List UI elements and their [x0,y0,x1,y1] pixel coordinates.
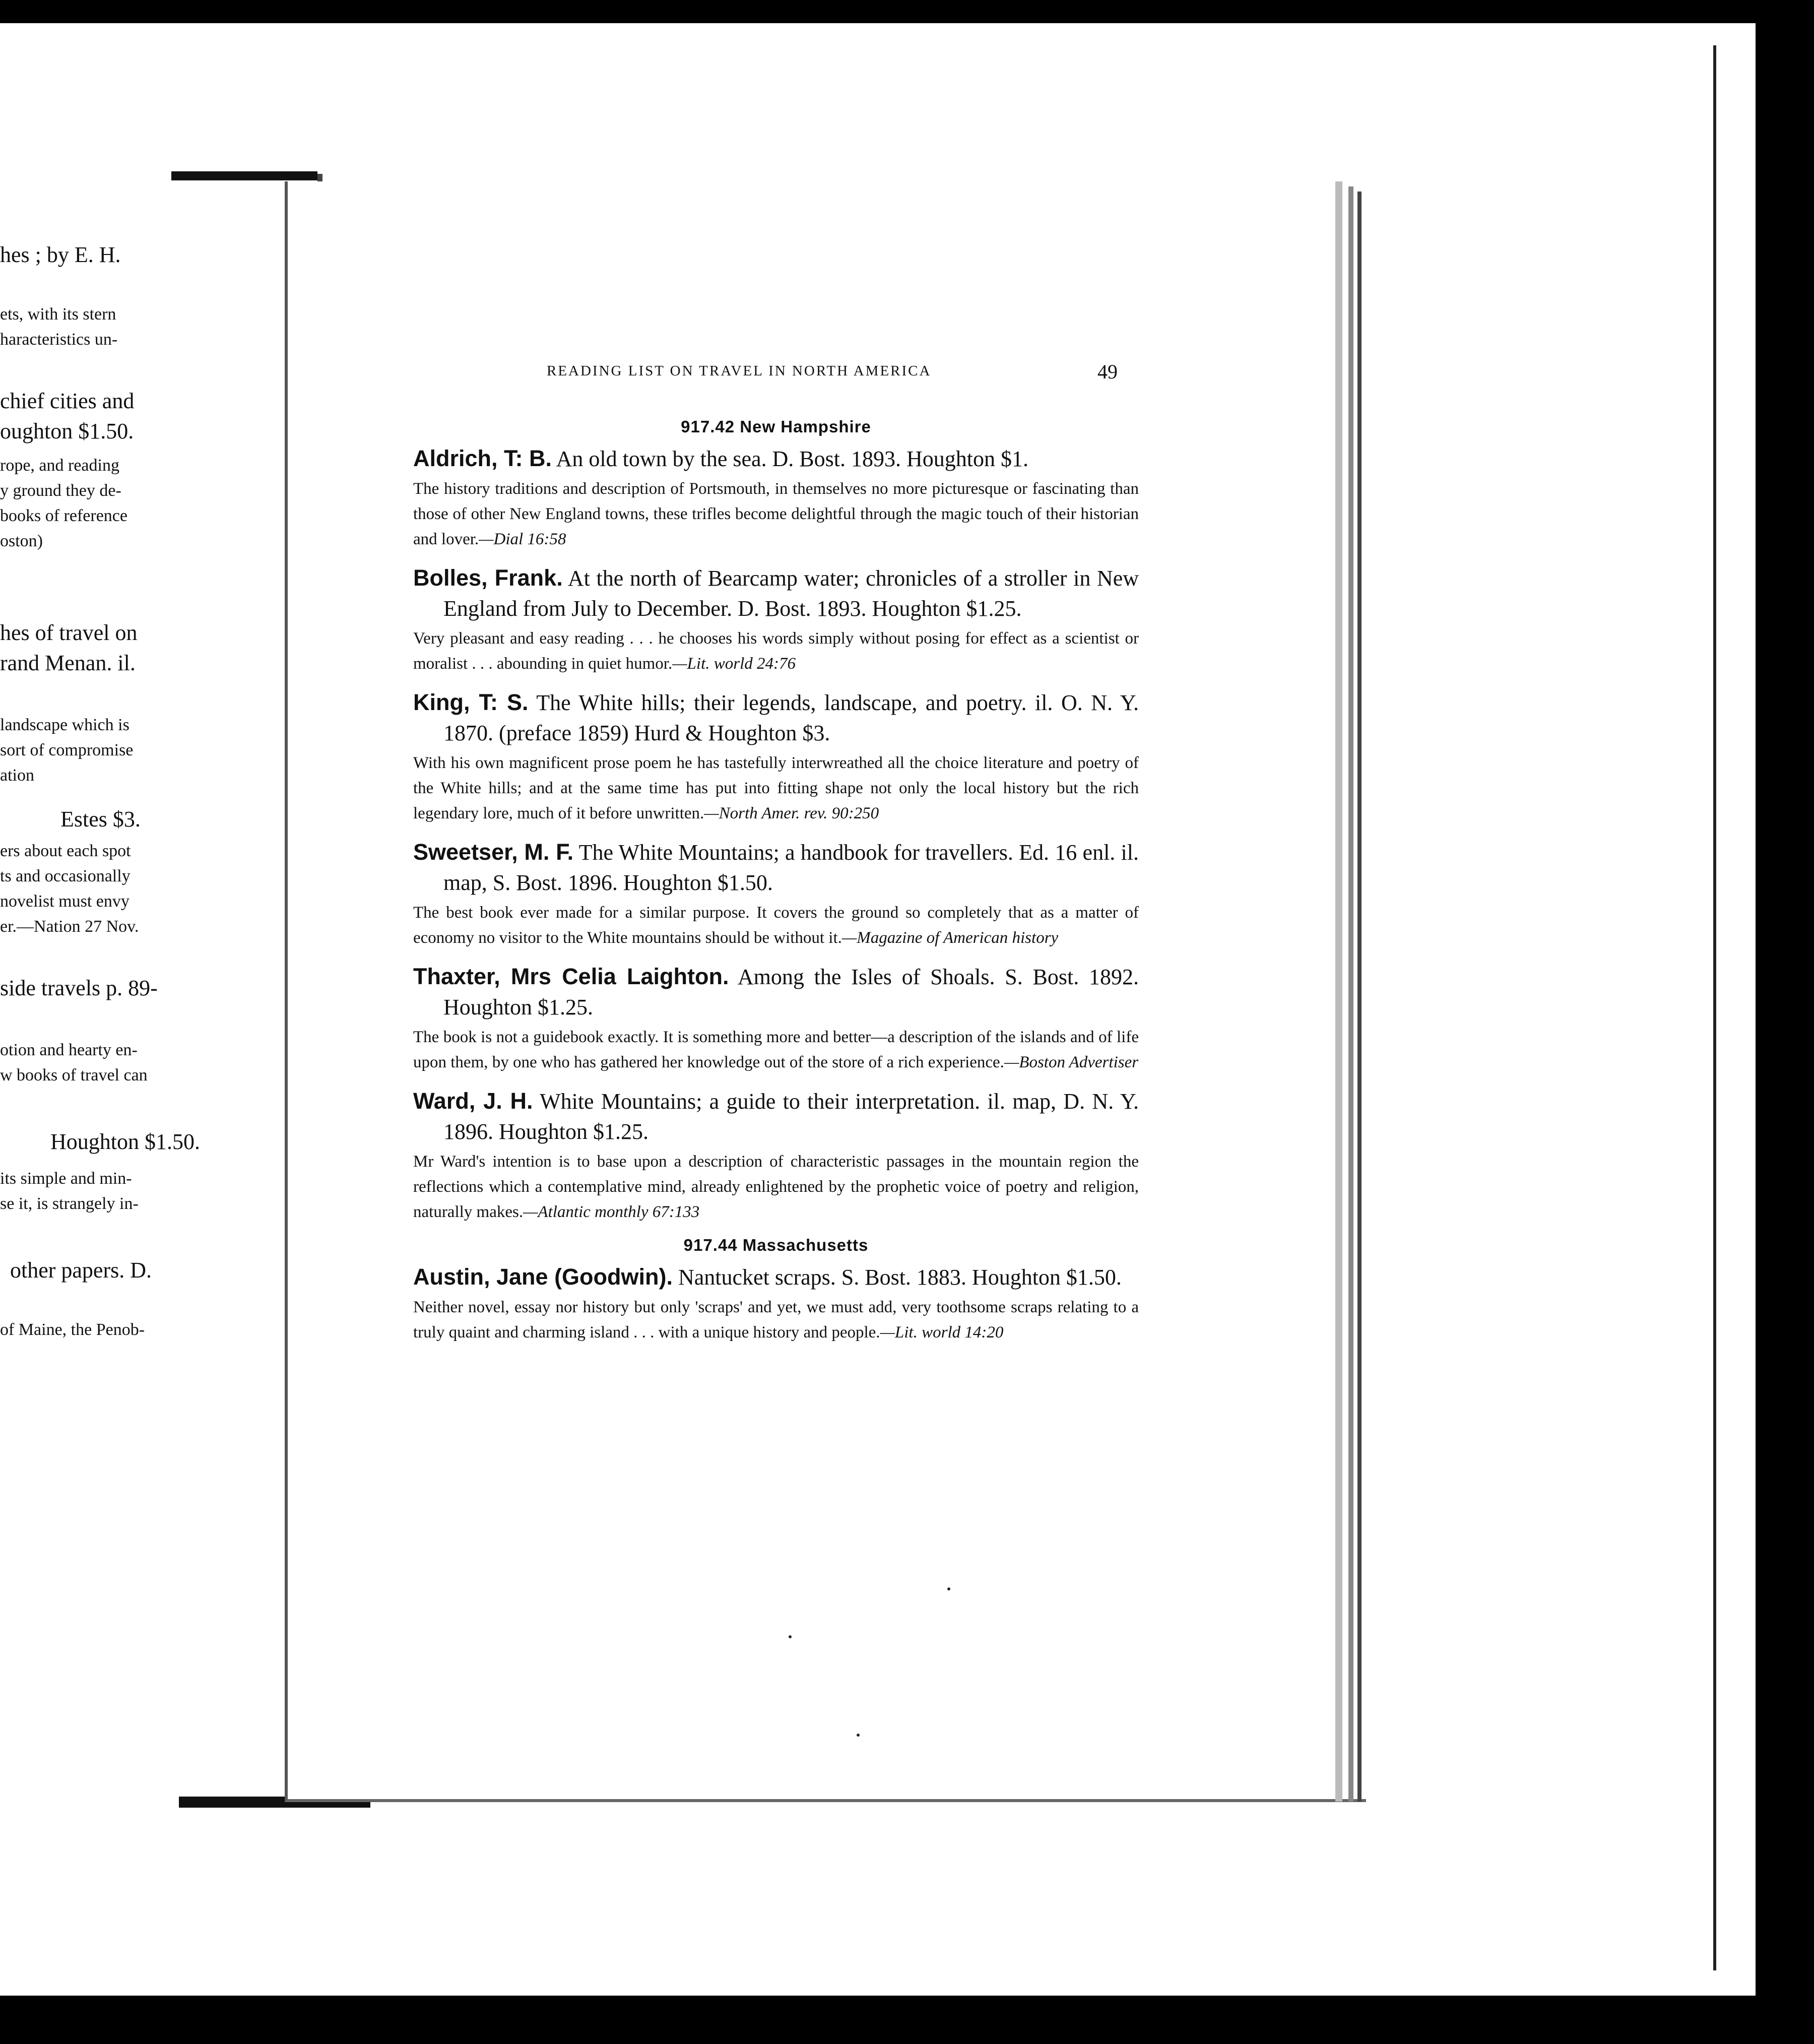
scan-border-top [0,0,1814,23]
left-page-text-fragment: y ground they de- [0,481,121,500]
left-page-text-fragment: novelist must envy [0,892,129,911]
scan-speck [947,1587,950,1590]
left-page-text-fragment: its simple and min- [0,1169,132,1188]
bibliography-entry [413,1086,1139,1225]
left-page-text-fragment: other papers. D. [10,1258,152,1283]
scan-border-bottom [0,1996,1814,2044]
annotation-source: —Atlantic monthly 67:133 [523,1203,700,1221]
annotation-text: Very pleasant and easy reading . . . he chooses his words simply without posing for effect as a scientist or moralist . . . abounding in quiet humor. [413,629,1139,673]
annotation-text: The history traditions and description of Portsmouth, in themselves no more picturesque or fascinating than those of other New England towns, these trifles become delightful through the magic touch of their historian and lover. [413,480,1139,548]
left-page-text-fragment: landscape which is [0,716,129,734]
left-page-text-fragment: of Maine, the Penob- [0,1320,145,1339]
left-page-text-fragment: sort of compromise [0,741,134,759]
left-page-text-fragment: ers about each spot [0,842,131,860]
binding-bar-top [171,171,317,180]
left-page-text-fragment: haracteristics un- [0,330,118,349]
annotation-text: Mr Ward's intention is to base upon a description of characteristic passages in the mountain region the reflections which a contemplative mind, already enlightened by the prophetic voice of poetry and religion, naturally makes. [413,1153,1139,1221]
bibliography-entry [413,687,1139,826]
annotation-source: —Magazine of American history [841,929,1059,947]
entry-author: Bolles, Frank. [413,565,563,591]
scan-border-right [1756,0,1814,2044]
page-edge [1348,186,1353,1802]
annotation-source: —Dial 16:58 [479,530,566,548]
left-page-text-fragment: otion and hearty en- [0,1041,138,1059]
citation [413,1262,1139,1293]
left-page-text-fragment: Houghton $1.50. [50,1129,200,1154]
entry-title: White Mountains; a guide to their interpretation. il. map, D. N. Y. 1896. Houghton $1.25. [443,1089,1139,1144]
citation [413,563,1139,624]
left-page-text-fragment: w books of travel can [0,1066,148,1084]
left-page-text-fragment: side travels p. 89- [0,976,158,1000]
left-page-text-fragment: rand Menan. il. [0,651,136,675]
annotation [413,900,1139,950]
annotation-text: With his own magnificent prose poem he has tastefully interwreathed all the choice literature and poetry of the White hills; and at the same time has put into fitting shape not only the local history but the rich legendary lore, much of it before unwritten. [413,754,1139,822]
entry-title: At the north of Bearcamp water; chronicles of a stroller in New England from July to December. D. Bost. 1893. Houghton $1.25. [443,566,1139,621]
citation [413,443,1139,474]
entry-title: The White Mountains; a handbook for travellers. Ed. 16 enl. il. map, S. Bost. 1896. Houghton $1.50. [443,840,1139,895]
citation [413,687,1139,748]
entry-title: Nantucket scraps. S. Bost. 1883. Houghton $1.50. [678,1265,1122,1290]
left-page-text-fragment: rope, and reading [0,456,119,475]
bibliography-entry [413,563,1139,676]
entry-author: Austin, Jane (Goodwin). [413,1264,673,1290]
bibliography-entry [413,837,1139,950]
left-page-text-fragment: oston) [0,532,43,550]
entry-author: King, T: S. [413,689,529,715]
left-page-text-fragment: er.—Nation 27 Nov. [0,917,139,936]
left-page-text-fragment: chief cities and [0,389,135,413]
bibliography-entry [413,962,1139,1075]
annotation [413,626,1139,676]
citation [413,1086,1139,1147]
annotation [413,1295,1139,1345]
left-page-text-fragment: ets, with its stern [0,305,116,324]
running-head: READING LIST ON TRAVEL IN NORTH AMERICA [547,363,932,379]
left-page-text-fragment: ation [0,766,34,785]
citation [413,962,1139,1023]
citation [413,837,1139,898]
page-content [413,417,1139,1356]
entry-title: The White hills; their legends, landscape, and poetry. il. O. N. Y. 1870. (preface 1859) Hurd & Houghton $3. [443,690,1139,745]
entry-title: Among the Isles of Shoals. S. Bost. 1892. Houghton $1.25. [443,965,1139,1019]
annotation-text: The best book ever made for a similar purpose. It covers the ground so completely that as a matter of economy no visitor to the White mountains should be without it. [413,904,1139,947]
page-edge [1335,181,1342,1802]
left-page-text-fragment: books of reference [0,506,127,525]
annotation-source: —North Amer. rev. 90:250 [704,804,879,822]
left-page-text-fragment: oughton $1.50. [0,419,134,443]
entry-author: Sweetser, M. F. [413,839,574,865]
previous-page-fragment [0,174,322,1802]
annotation-text: The book is not a guidebook exactly. It is something more and better—a description of the islands and of life upon them, by one who has gathered her knowledge out of the store of a rich experience. [413,1028,1139,1071]
entry-author: Ward, J. H. [413,1088,533,1114]
bibliography-entry [413,1262,1139,1345]
left-page-text-fragment: hes ; by E. H. [0,242,121,267]
bibliography-entry [413,443,1139,552]
annotation [413,1149,1139,1225]
entry-author: Aldrich, T: B. [413,445,552,471]
scan-speck [857,1734,860,1737]
left-page-text-fragment: ts and occasionally [0,867,131,885]
annotation-source: —Lit. world 24:76 [672,655,796,673]
section-heading: 917.42 New Hampshire [681,417,871,436]
annotation-source: —Boston Advertiser [1004,1053,1139,1071]
scan-speck [789,1635,792,1638]
left-page-text-fragment: se it, is strangely in- [0,1194,139,1213]
page-number: 49 [1097,360,1118,383]
annotation [413,476,1139,552]
scan-border-right-inner [1713,45,1759,1970]
section-heading: 917.44 Massachusetts [683,1236,869,1254]
left-page-text-fragment: hes of travel on [0,620,138,645]
left-page-text-fragment: Estes $3. [60,807,141,832]
annotation [413,750,1139,826]
page-edge [1357,191,1362,1802]
annotation-text: Neither novel, essay nor history but only 'scraps' and yet, we must add, very toothsome scraps relating to a truly quaint and charming island . . . with a unique history and people. [413,1298,1139,1342]
annotation-source: —Lit. world 14:20 [880,1323,1004,1342]
annotation [413,1025,1139,1075]
entry-title: An old town by the sea. D. Bost. 1893. Houghton $1. [556,446,1028,471]
entry-author: Thaxter, Mrs Celia Laighton. [413,964,729,989]
